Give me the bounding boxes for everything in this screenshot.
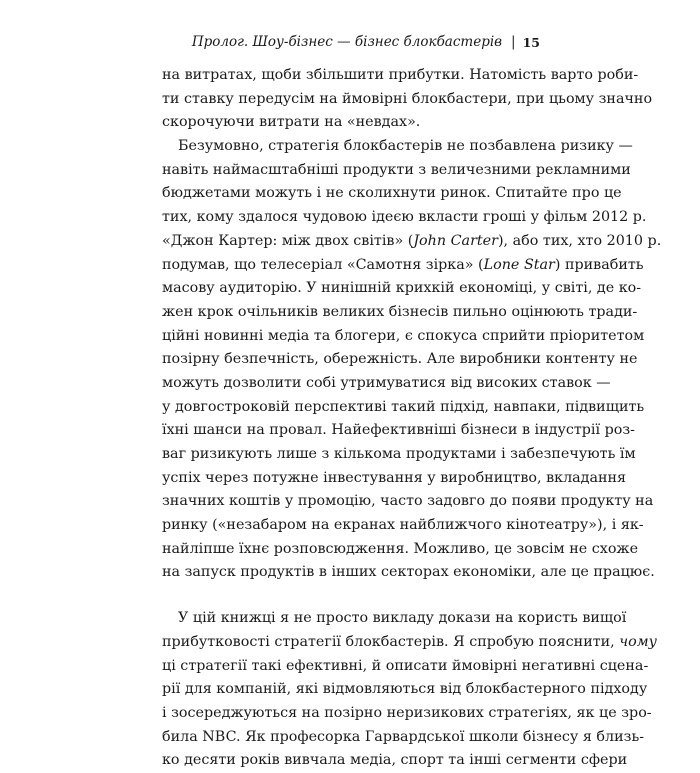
line-text: ко десяти років вивчала медіа, спорт та інші сегменти сфери: [162, 752, 628, 769]
text-line: [162, 277, 642, 301]
line-text: ) привабить: [554, 256, 644, 273]
running-head-title: Пролог. Шоу-бізнес — бізнес блокбастерів: [191, 34, 503, 50]
text-line: [162, 607, 627, 631]
line-text: масову аудиторію. У нинішній крихкій економіці, у світі, де ко-: [162, 280, 642, 297]
paragraph: [162, 64, 653, 135]
line-text: ринку («незабаром на екранах найближчого кінотеатру»), і як-: [162, 517, 644, 534]
text-line: [162, 538, 639, 562]
italic-text: чому: [619, 633, 657, 650]
text-line: [162, 159, 631, 183]
running-head: [192, 34, 540, 50]
line-text: прибутковості стратегії блокбастерів. Я спробую пояснити,: [162, 633, 620, 650]
text-line: [162, 254, 644, 278]
line-text: ), або тих, хто 2010 р.: [497, 232, 662, 249]
line-text: бюджетами можуть і не сколихнути ринок. Спитайте про це: [162, 185, 622, 202]
paragraph: [162, 607, 657, 773]
text-line: [162, 419, 636, 443]
line-text: ці стратегії такі ефективні, й описати ймовірні негативні сцена-: [162, 657, 649, 674]
line-text: Безумовно, стратегія блокбастерів не позбавлена ризику —: [178, 138, 633, 155]
text-line: [162, 655, 649, 679]
line-text: можуть дозволити собі утримуватися від високих ставок —: [162, 374, 611, 391]
text-line: [162, 325, 645, 349]
text-line: [162, 467, 627, 491]
line-text: у довгостроковій перспективі такий підхід, навпаки, підвищить: [162, 398, 645, 415]
line-text: рії для компаній, які відмовляються від блокбастерного підходу: [162, 681, 648, 698]
page-number: 15: [522, 34, 540, 50]
italic-text: Lone Star: [483, 256, 555, 273]
line-text: значних коштів у промоцію, часто задовго до появи продукту на: [162, 493, 654, 510]
line-text: скорочуючи витрати на «невдах».: [162, 114, 421, 131]
line-text: навіть наймасштабніші продукти з величезними рекламними: [162, 161, 631, 178]
line-text: ваг ризикують лише з кількома продуктами і забезпечують їм: [162, 446, 636, 462]
text-line: [162, 396, 645, 420]
line-text: і зосереджуються на позірно неризикових стратегіях, як це зро-: [162, 704, 652, 721]
text-line: [162, 111, 541, 135]
text-line: [162, 348, 638, 372]
text-line: [162, 135, 633, 159]
text-line: [162, 702, 652, 726]
line-text: позірну безпечність, обережність. Але виробники контенту не: [162, 351, 638, 368]
line-text: жен крок очільників великих бізнесів пильно оцінюють тради-: [162, 303, 638, 320]
text-line: [162, 514, 644, 538]
paragraph: [162, 135, 662, 585]
text-line: [162, 230, 662, 254]
text-line: [162, 490, 654, 514]
line-text: тих, кому здалося чудовою ідеєю вкласти гроші у фільм 2012 р.: [162, 209, 647, 226]
line-text: подумав, що телесеріал «Самотня зірка» (: [162, 256, 484, 273]
paragraph-gap: [162, 585, 541, 607]
line-text: найліпше їхнє розповсюдження. Можливо, це зовсім не схоже: [162, 540, 639, 557]
running-head-separator: |: [511, 34, 516, 50]
italic-text: John Carter: [413, 232, 498, 249]
body-text: [162, 64, 662, 773]
text-line: [162, 206, 647, 230]
text-line: [162, 88, 653, 112]
text-line: [162, 749, 628, 773]
text-line: [162, 443, 636, 467]
line-text: на витратах, щоби збільшити прибутки. Натомість варто роби-: [162, 67, 639, 83]
text-line: [162, 372, 611, 396]
text-line: [162, 301, 638, 325]
line-text: У цій книжці я не просто викладу докази на користь вищої: [178, 610, 627, 627]
text-line: [162, 631, 657, 655]
text-line: [162, 561, 655, 585]
text-line: [162, 64, 639, 88]
line-text: ти ставку передусім на ймовірні блокбастери, при цьому значно: [162, 90, 653, 107]
line-text: на запуск продуктів в інших секторах економіки, але це працює.: [162, 564, 655, 581]
text-line: [162, 182, 622, 206]
line-text: ційні новинні медіа та блогери, є спокуса сприйти пріоритетом: [162, 327, 645, 344]
line-text: била NBC. Як професорка Гарвардської школи бізнесу я близь-: [162, 728, 645, 745]
line-text: успіх через потужне інвестування у виробництво, вкладання: [162, 469, 627, 486]
text-line: [162, 726, 645, 750]
line-text: «Джон Картер: між двох світів» (: [162, 232, 414, 249]
text-line: [162, 678, 648, 702]
line-text: їхні шанси на провал. Найефективніші бізнеси в індустрії роз-: [162, 422, 636, 439]
